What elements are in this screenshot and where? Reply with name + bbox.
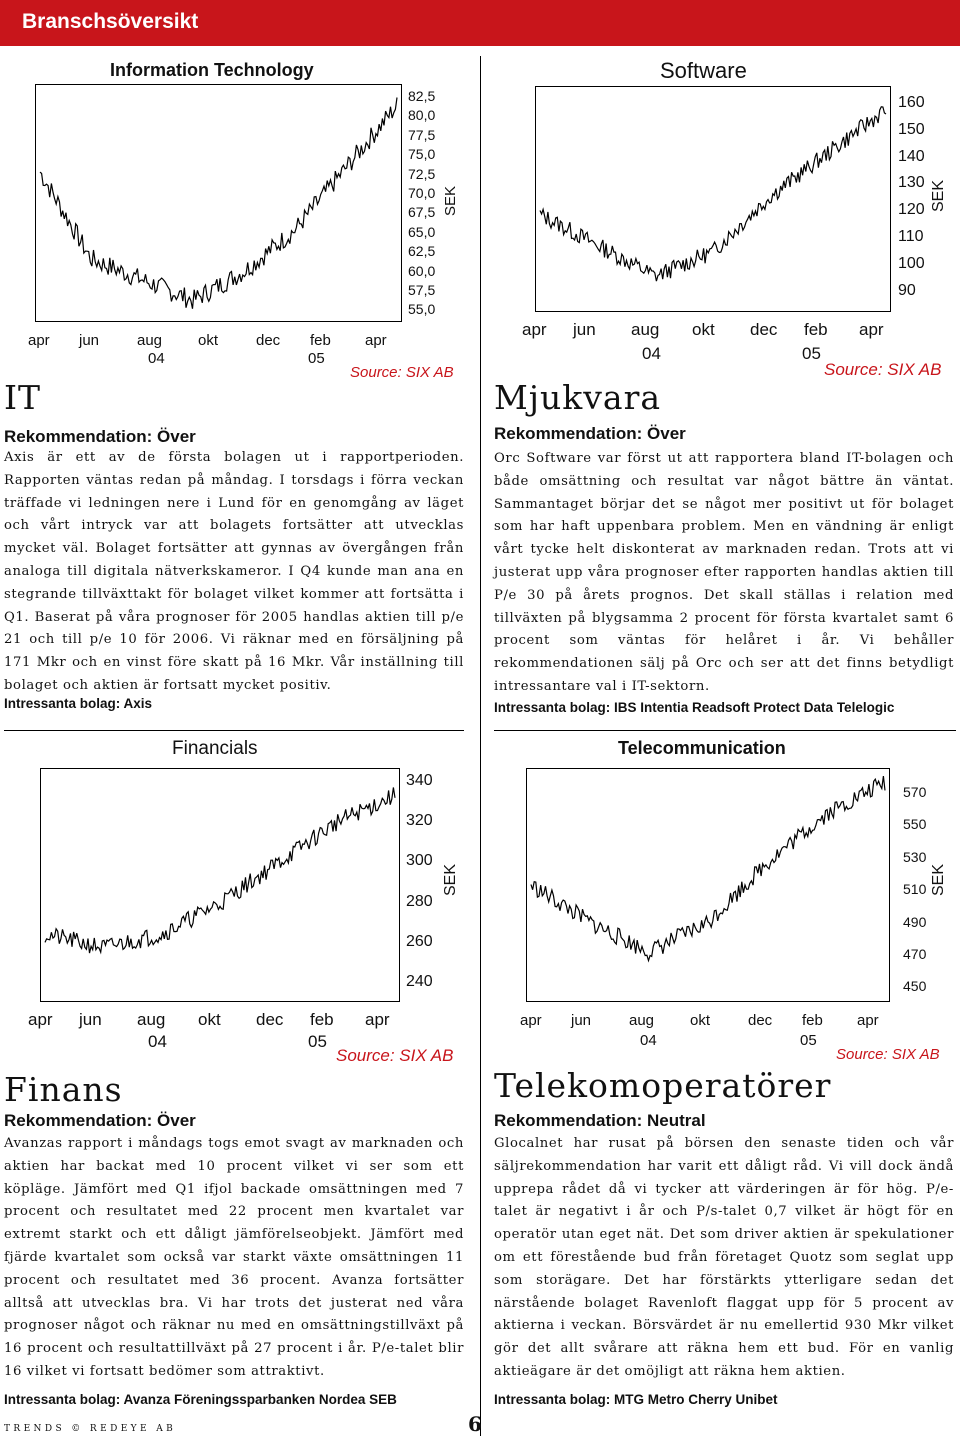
y-tick-label: 90: [898, 281, 916, 299]
year-label: 05: [308, 1032, 327, 1051]
y-tick-label: 55,0: [408, 301, 436, 318]
y-tick-label: 140: [898, 147, 925, 165]
chart-telecom-years: [520, 1032, 880, 1052]
divider-right: [494, 730, 956, 731]
chart-financials: [40, 768, 400, 1002]
interesting-companies-telekom: Intressanta bolag: MTG Metro Cherry Unibet: [494, 1392, 778, 1407]
y-tick-label: 62,5: [408, 243, 436, 260]
y-tick-label: 60,0: [408, 262, 436, 279]
chart-financials-yaxis: [406, 772, 446, 990]
y-tick-label: 160: [898, 94, 925, 111]
chart-telecom-line: [527, 769, 889, 1001]
x-tick-label: dec: [748, 1012, 773, 1029]
chart-financials-line: [41, 769, 399, 1001]
y-tick-label: 240: [406, 973, 433, 990]
x-tick-label: apr: [28, 1010, 53, 1029]
y-tick-label: 280: [406, 892, 433, 910]
column-divider: [480, 56, 481, 1436]
chart-it-xaxis: [28, 332, 388, 352]
y-tick-label: 65,0: [408, 223, 436, 240]
x-tick-label: dec: [256, 332, 281, 349]
chart-it-line: [36, 85, 401, 321]
chart-software: [535, 86, 891, 312]
y-tick-label: 82,5: [408, 88, 436, 104]
x-tick-label: dec: [256, 1010, 284, 1029]
chart-financials-xaxis: [28, 1010, 388, 1032]
y-tick-label: 70,0: [408, 185, 436, 201]
body-text-telekom: Glocalnet har rusat på börsen den senaste tiden och vår säljrekommendation har varit ett dåligt råd. Vi vill dock ändå upprepa rådet då vi tycker att värderingen är för hög. P/e-talet är negativt i år och P/s-talet 0,7 vilket är högt för en operatör utan eget nät. Det som driver aktien är spekulationer om ett förestående bud från företaget Quotz som seglat upp som storägare. Det har förstärkts ytterligare sedan det närstående bolaget Ravenloft flaggat upp för 5 procent av aktierna i veckan. Börsvärdet är nu emellertid 930 Mkr vilket gör det allt svårare att räkna hem ett bud. För en vanlig aktieägare är det omöjligt att räkna hem aktien.: [494, 1136, 954, 1379]
chart-telecom-unit: SEK: [930, 863, 947, 896]
x-tick-label: dec: [750, 320, 778, 339]
x-tick-label: aug: [137, 332, 163, 349]
x-tick-label: apr: [857, 1012, 879, 1029]
x-tick-label: okt: [198, 1010, 221, 1029]
chart-software-unit: SEK: [930, 179, 947, 212]
y-tick-label: 320: [406, 812, 433, 830]
interesting-companies-it: Intressanta bolag: Axis: [4, 696, 153, 711]
year-label: 05: [802, 344, 821, 363]
chart-it-unit: SEK: [442, 185, 459, 216]
section-title-finans: Finans: [4, 1070, 123, 1109]
y-tick-label: 510: [903, 881, 927, 898]
year-label: 04: [148, 1032, 167, 1051]
chart-it: [35, 84, 402, 322]
y-tick-label: 570: [903, 784, 927, 800]
interesting-companies-mjukvara: Intressanta bolag: IBS Intentia Readsoft Protect Data Telelogic: [494, 700, 895, 715]
x-tick-label: aug: [137, 1010, 166, 1029]
x-tick-label: apr: [365, 1010, 390, 1029]
x-tick-label: jun: [571, 1012, 592, 1029]
y-tick-label: 75,0: [408, 146, 436, 163]
recommendation-it: Rekommendation: Över: [4, 427, 196, 446]
y-tick-label: 67,5: [408, 204, 436, 221]
y-tick-label: 77,5: [408, 126, 436, 143]
x-tick-label: apr: [28, 332, 50, 349]
year-label: 04: [640, 1032, 657, 1049]
x-tick-label: apr: [522, 320, 547, 339]
chart-title-financials: Financials: [172, 738, 258, 759]
page-header: [0, 0, 960, 46]
section-title-telekom: Telekomoperatörer: [494, 1066, 832, 1105]
x-tick-label: okt: [692, 320, 715, 339]
year-label: 05: [308, 350, 325, 367]
y-tick-label: 260: [406, 932, 433, 950]
year-label: 05: [800, 1032, 817, 1049]
year-label: 04: [148, 350, 165, 367]
body-text-mjukvara: Orc Software var först ut att rapportera bland IT-bolagen och både omsättning och resultat var något bättre än väntat. Sammantaget börjar det se något mer positivt ut för bolaget som har haft uppenbara problem. Men en vändning är enligt vårt tycke helt diskonterat av marknaden redan. Trots att vi justerat upp våra prognoser efter rapporten handlas aktien till P/e 30 på årets prognos. Det skall ställas i relation med tillväxten på blygsamma 2 procent för första kvartalet samt 6 procent som väntas för helåret i år. Vi behåller rekommendationen sälj på Orc och ser att det finns betydligt intressantare val i IT-sektorn.: [494, 451, 954, 694]
x-tick-label: feb: [802, 1012, 823, 1029]
y-tick-label: 490: [903, 913, 927, 930]
x-tick-label: feb: [310, 1010, 334, 1029]
x-tick-label: aug: [629, 1012, 655, 1029]
page-header-title: Branschsöversikt: [22, 10, 199, 33]
chart-title-software: Software: [660, 58, 747, 83]
body-text-it: Axis är ett av de första bolagen ut i rapportperioden. Rapporten väntas redan på måndag. I torsdags i förra veckan träffade vi ledningen nere i Lund för en genomgång av läget och vårt intryck var att bolagets fortsätter att utvecklas mycket väl. Bolaget fortsätter att gynnas av övergången från analoga till digitala nätverkskameror. I Q4 kunde man ana en stegrande tillväxttakt för bolaget vilket kommer att fortsätta i Q1. Baserat på våra prognoser för 2005 handlas aktien till p/e 21 och till p/e 10 för 2006. Vi räknar med en försäljning på 171 Mkr och en vinst före skatt på 16 Mkr. Vår inställning till bolaget och aktien är fortsatt mycket positiv.: [4, 450, 464, 693]
chart-title-telecom: Telecommunication: [618, 738, 786, 758]
x-tick-label: apr: [365, 332, 387, 349]
chart-telecom-xaxis: [520, 1012, 880, 1032]
y-tick-label: 72,5: [408, 165, 436, 182]
y-tick-label: 530: [903, 848, 927, 865]
y-tick-label: 300: [406, 852, 433, 870]
x-tick-label: jun: [79, 1010, 102, 1029]
chart-title-it: Information Technology: [110, 60, 314, 80]
x-tick-label: apr: [859, 320, 884, 339]
x-tick-label: jun: [573, 320, 596, 339]
year-label: 04: [642, 344, 661, 363]
chart-software-xaxis: [522, 320, 882, 342]
interesting-companies-finans: Intressanta bolag: Avanza Föreningssparbanken Nordea SEB: [4, 1392, 397, 1407]
section-title-it: IT: [4, 378, 42, 417]
x-tick-label: jun: [79, 332, 100, 349]
divider-left: [4, 730, 464, 731]
chart-software-line: [536, 87, 890, 311]
chart-financials-source: Source: SIX AB: [336, 1046, 454, 1065]
y-tick-label: 340: [406, 772, 433, 789]
chart-software-source: Source: SIX AB: [824, 360, 942, 379]
x-tick-label: apr: [520, 1012, 542, 1029]
recommendation-mjukvara: Rekommendation: Över: [494, 424, 686, 443]
y-tick-label: 100: [898, 254, 925, 272]
footer-brand: TRENDS © REDEYE AB: [4, 1424, 177, 1434]
y-tick-label: 80,0: [408, 107, 436, 124]
y-tick-label: 120: [898, 201, 925, 219]
y-tick-label: 450: [903, 978, 927, 995]
x-tick-label: okt: [690, 1012, 711, 1029]
y-tick-label: 150: [898, 120, 925, 138]
x-tick-label: feb: [804, 320, 828, 339]
recommendation-finans: Rekommendation: Över: [4, 1111, 196, 1130]
y-tick-label: 110: [898, 228, 924, 245]
chart-financials-unit: SEK: [442, 863, 459, 896]
chart-telecom-source: Source: SIX AB: [836, 1046, 940, 1063]
y-tick-label: 130: [898, 174, 925, 192]
chart-it-years: [28, 350, 388, 370]
page-number: 6: [468, 1412, 482, 1436]
chart-financials-years: [28, 1032, 388, 1054]
x-tick-label: okt: [198, 332, 219, 349]
y-tick-label: 550: [903, 816, 927, 833]
body-text-finans: Avanzas rapport i måndags togs emot svagt av marknaden och aktien har backat med 10 procent vilket vi ser som ett köpläge. Jämfört med Q1 ifjol backade omsättningen med 7 procent och resultatet med 22 procent men kvartalet var extremt starkt och ett dåligt jämförelseobjekt. Jämfört med fjärde kvartalet som också var starkt växte omsättningen 11 procent och resultatet med 36 procent. Avanza fortsätter alltså att utvecklas bra. Vi har trots det justerat ned våra prognoser något och räknar nu med en omsättningstillväxt på 16 procent och resultattillväxt på 27 procent i år. P/e-talet blir 16 vilket vi fortsatt bedömer som attraktivt.: [4, 1136, 464, 1379]
chart-it-source: Source: SIX AB: [350, 364, 454, 381]
x-tick-label: aug: [631, 320, 660, 339]
section-title-mjukvara: Mjukvara: [494, 378, 662, 417]
x-tick-label: feb: [310, 332, 331, 349]
recommendation-telekom: Rekommendation: Neutral: [494, 1111, 706, 1130]
y-tick-label: 57,5: [408, 282, 436, 298]
chart-telecom: [526, 768, 890, 1002]
y-tick-label: 470: [903, 946, 927, 962]
